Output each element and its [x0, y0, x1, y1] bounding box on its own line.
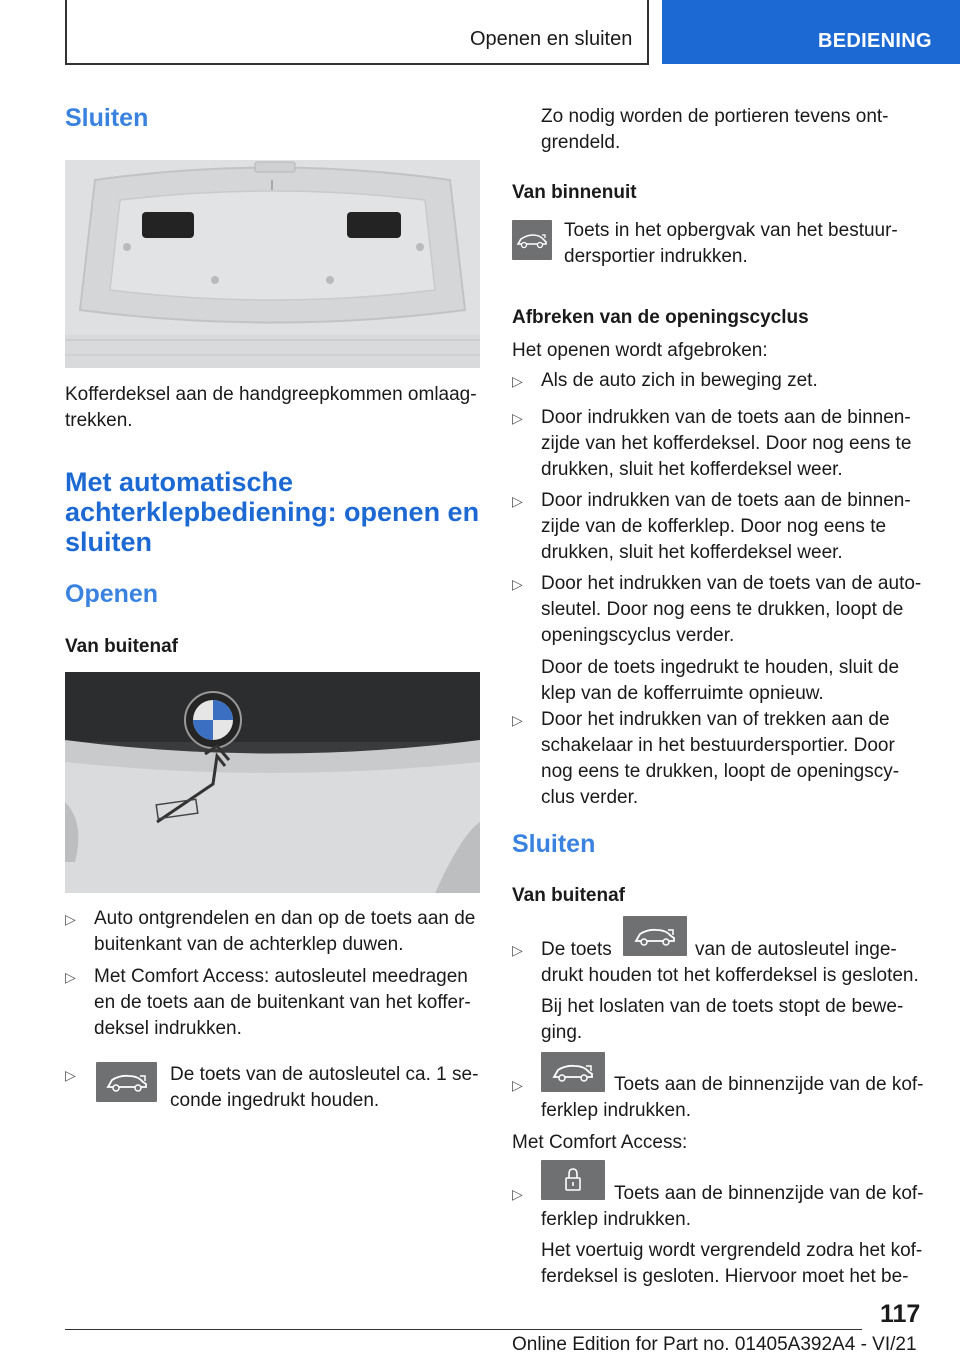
- afbreken-bullet-5-line-1: Door het indrukken van of trekken aan de: [541, 709, 890, 730]
- bullet-2-line-3: deksel indrukken.: [94, 1018, 242, 1039]
- main-heading-line-3: sluiten: [65, 527, 153, 557]
- bullet-marker: ▷: [512, 942, 523, 958]
- afbreken-bullet-3-line-3: drukken, sluit het kofferdeksel weer.: [541, 542, 843, 563]
- intro-line-1: Zo nodig worden de portieren tevens ont-: [541, 106, 889, 127]
- afbreken-bullet-4-line-1: Door het indrukken van de toets van de auto-: [541, 573, 922, 594]
- heading-sluiten: Sluiten: [65, 104, 149, 132]
- header-divider-left: [65, 0, 67, 64]
- sluiten-bullet-1-line-2: drukt houden tot het kofferdeksel is gesloten.: [541, 965, 919, 986]
- caption-text-1: Kofferdeksel aan de handgreepkommen omlaag-: [65, 384, 477, 405]
- main-heading-line-2: achterklepbediening: openen en: [65, 497, 480, 527]
- afbreken-intro: Het openen wordt afgebroken:: [512, 340, 768, 361]
- heading-openen: Openen: [65, 580, 159, 608]
- car-trunk-icon: [541, 1052, 605, 1092]
- binnenuit-line-1: Toets in het opbergvak van het bestuur-: [564, 220, 898, 241]
- sluiten-bullet-1-sub-1: Bij het loslaten van de toets stopt de bewe-: [541, 996, 904, 1017]
- afbreken-bullet-5-line-4: clus verder.: [541, 787, 639, 808]
- bullet-1-line-1: Auto ontgrendelen en dan op de toets aan de: [94, 908, 476, 929]
- afbreken-bullet-2-line-3: drukken, sluit het kofferdeksel weer.: [541, 459, 843, 480]
- bullet-1-line-2: buitenkant van de achterklep duwen.: [94, 934, 404, 955]
- bullet-marker: ▷: [512, 1186, 523, 1202]
- caption-text-2: trekken.: [65, 410, 133, 431]
- sluiten-bullet-2-line-2: ferklep indrukken.: [541, 1100, 691, 1121]
- car-trunk-icon: [623, 916, 687, 956]
- bullet-marker: ▷: [512, 410, 523, 426]
- bullet-marker: ▷: [65, 1067, 76, 1083]
- afbreken-bullet-1: Als de auto zich in beweging zet.: [541, 370, 818, 391]
- afbreken-bullet-4-sub-2: klep van de kofferruimte opnieuw.: [541, 683, 824, 704]
- bullet-2-line-1: Met Comfort Access: autosleutel meedragen: [94, 966, 468, 987]
- trunk-lid-inside-image: [65, 160, 480, 368]
- bullet-marker: ▷: [512, 1077, 523, 1093]
- subheading-van-buitenaf: Van buitenaf: [65, 636, 178, 657]
- header-rule: [65, 63, 649, 65]
- afbreken-bullet-2-line-2: zijde van het kofferdeksel. Door nog eens te: [541, 433, 912, 454]
- bullet-3-line-2: conde ingedrukt houden.: [170, 1090, 380, 1111]
- lock-icon: [541, 1160, 605, 1200]
- car-trunk-icon: [96, 1062, 157, 1102]
- heading-sluiten-right: Sluiten: [512, 830, 596, 858]
- intro-line-2: grendeld.: [541, 132, 621, 153]
- afbreken-bullet-3-line-1: Door indrukken van de toets aan de binnen-: [541, 490, 911, 511]
- header-divider-right: [647, 0, 649, 64]
- bullet-marker: ▷: [512, 493, 523, 509]
- bullet-3-line-1: De toets van de autosleutel ca. 1 se-: [170, 1064, 479, 1085]
- sluiten-bullet-1-post: van de autosleutel inge-: [695, 939, 897, 960]
- sluiten-bullet-2-post: Toets aan de binnenzijde van de kof-: [614, 1074, 924, 1095]
- afbreken-bullet-4-line-2: sleutel. Door nog eens te drukken, loopt de: [541, 599, 904, 620]
- bullet-marker: ▷: [65, 969, 76, 985]
- bullet-2-line-2: en de toets aan de buitenkant van het koffer-: [94, 992, 471, 1013]
- bullet-marker: ▷: [65, 911, 76, 927]
- afbreken-bullet-2-line-1: Door indrukken van de toets aan de binnen-: [541, 407, 911, 428]
- bullet-marker: ▷: [512, 712, 523, 728]
- sluiten-bullet-1-sub-2: ging.: [541, 1022, 583, 1043]
- afbreken-bullet-4-sub-1: Door de toets ingedrukt te houden, sluit de: [541, 657, 900, 678]
- chapter-tab-label: BEDIENING: [818, 30, 932, 52]
- binnenuit-line-2: dersportier indrukken.: [564, 246, 748, 267]
- afbreken-bullet-5-line-2: schakelaar in het bestuurdersportier. Door: [541, 735, 895, 756]
- header-section-title: Openen en sluiten: [470, 28, 633, 50]
- page-number: 117: [880, 1300, 921, 1328]
- trunk-handle-outside-image: [65, 672, 480, 893]
- sluiten-bullet-3-sub-2: ferdeksel is gesloten. Hiervoor moet het be-: [541, 1266, 909, 1287]
- footer-rule: [65, 1329, 862, 1330]
- afbreken-bullet-3-line-2: zijde van de kofferklep. Door nog eens te: [541, 516, 887, 537]
- subheading-afbreken: Afbreken van de openingscyclus: [512, 307, 809, 328]
- main-heading-line-1: Met automatische: [65, 467, 294, 497]
- subheading-van-buitenaf-right: Van buitenaf: [512, 885, 625, 906]
- afbreken-bullet-4-line-3: openingscyclus verder.: [541, 625, 735, 646]
- sluiten-bullet-3-sub-1: Het voertuig wordt vergrendeld zodra het kof-: [541, 1240, 923, 1261]
- footer-edition: Online Edition for Part no. 01405A392A4 - VI/21: [512, 1334, 917, 1355]
- car-trunk-icon: [512, 220, 552, 260]
- bullet-marker: ▷: [512, 576, 523, 592]
- sluiten-bullet-1-pre: De toets: [541, 939, 612, 960]
- comfort-access-label: Met Comfort Access:: [512, 1132, 688, 1153]
- bullet-marker: ▷: [512, 373, 523, 389]
- sluiten-bullet-3-post: Toets aan de binnenzijde van de kof-: [614, 1183, 924, 1204]
- afbreken-bullet-5-line-3: nog eens te drukken, loopt de openingscy-: [541, 761, 900, 782]
- sluiten-bullet-3-line-2: ferklep indrukken.: [541, 1209, 691, 1230]
- subheading-van-binnenuit: Van binnenuit: [512, 182, 637, 203]
